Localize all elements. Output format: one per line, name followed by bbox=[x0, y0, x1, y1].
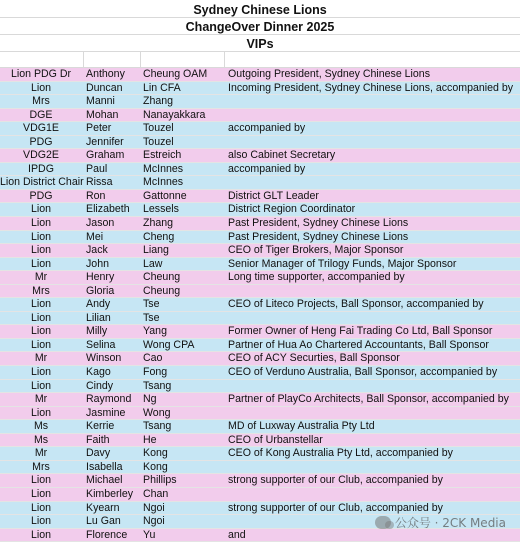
cell-title: Lion bbox=[30, 217, 52, 230]
table-row bbox=[0, 109, 520, 123]
table-row bbox=[0, 434, 520, 448]
cell-last-name: Tsang bbox=[143, 420, 172, 433]
cell-last-name: Lin CFA bbox=[143, 81, 181, 94]
column-divider bbox=[140, 51, 141, 68]
cell-first-name: Jack bbox=[86, 244, 108, 257]
cell-first-name: Jennifer bbox=[86, 135, 124, 148]
cell-note: strong supporter of our Club, accompanied by bbox=[228, 501, 443, 514]
cell-last-name: Cheung bbox=[143, 284, 181, 297]
table-row bbox=[0, 231, 520, 245]
table-row bbox=[0, 352, 520, 366]
table-row bbox=[0, 393, 520, 407]
table-row bbox=[0, 163, 520, 177]
table-row bbox=[0, 82, 520, 96]
cell-last-name: Cheng bbox=[143, 230, 175, 243]
cell-note: CEO of Urbanstellar bbox=[228, 433, 323, 446]
cell-first-name: Michael bbox=[86, 474, 123, 487]
cell-last-name: Ng bbox=[143, 393, 157, 406]
cell-first-name: Kago bbox=[86, 366, 111, 379]
grid-line bbox=[0, 51, 520, 52]
cell-title: Mr bbox=[34, 393, 48, 406]
cell-last-name: Wong CPA bbox=[143, 338, 195, 351]
cell-first-name: Jason bbox=[86, 217, 115, 230]
cell-note: Senior Manager of Trilogy Funds, Major Sponsor bbox=[228, 257, 457, 270]
table-row bbox=[0, 407, 520, 421]
table-row bbox=[0, 312, 520, 326]
cell-first-name: Winson bbox=[86, 352, 122, 365]
cell-first-name: Selina bbox=[86, 338, 116, 351]
cell-title: Mrs bbox=[32, 95, 50, 108]
cell-note: District Region Coordinator bbox=[228, 203, 356, 216]
cell-last-name: McInnes bbox=[143, 176, 184, 189]
cell-title: Lion bbox=[30, 379, 52, 392]
cell-first-name: Jasmine bbox=[86, 406, 126, 419]
cell-note: CEO of Kong Australia Pty Ltd, accompanied by bbox=[228, 447, 453, 460]
cell-first-name: John bbox=[86, 257, 109, 270]
table-row bbox=[0, 285, 520, 299]
cell-note: CEO of Liteco Projects, Ball Sponsor, accompanied by bbox=[228, 298, 484, 311]
cell-title: Lion bbox=[30, 366, 52, 379]
cell-first-name: Duncan bbox=[86, 81, 123, 94]
cell-first-name: Mohan bbox=[86, 108, 119, 121]
cell-last-name: He bbox=[143, 433, 157, 446]
cell-note: accompanied by bbox=[228, 162, 306, 175]
table-row bbox=[0, 271, 520, 285]
cell-title: Lion bbox=[30, 406, 52, 419]
cell-first-name: Anthony bbox=[86, 68, 125, 80]
cell-title: Lion bbox=[30, 298, 52, 311]
vip-table bbox=[0, 68, 520, 542]
cell-first-name: Isabella bbox=[86, 460, 123, 473]
cell-title: Lion bbox=[30, 203, 52, 216]
cell-last-name: Touzel bbox=[143, 135, 174, 148]
cell-first-name: Lilian bbox=[86, 311, 111, 324]
cell-first-name: Florence bbox=[86, 528, 128, 541]
watermark-text: 公众号 · 2CK Media bbox=[394, 516, 506, 530]
cell-title: Lion bbox=[30, 244, 52, 257]
cell-last-name: Chan bbox=[143, 487, 169, 500]
cell-note: Incoming President, Sydney Chinese Lions, accompanied by bbox=[228, 81, 514, 94]
cell-note: District GLT Leader bbox=[228, 189, 319, 202]
table-row bbox=[0, 461, 520, 475]
cell-title: Lion bbox=[30, 474, 52, 487]
cell-title: Mr bbox=[34, 271, 48, 284]
table-row bbox=[0, 203, 520, 217]
wechat-icon bbox=[375, 516, 391, 529]
cell-first-name: Lu Gan bbox=[86, 515, 121, 528]
table-row bbox=[0, 244, 520, 258]
table-row bbox=[0, 149, 520, 163]
column-divider bbox=[83, 51, 84, 68]
cell-first-name: Gloria bbox=[86, 284, 115, 297]
cell-first-name: Kyearn bbox=[86, 501, 120, 514]
table-row bbox=[0, 447, 520, 461]
cell-title: Lion PDG Dr bbox=[10, 68, 72, 80]
cell-last-name: Kong bbox=[143, 447, 168, 460]
cell-title: Mr bbox=[34, 447, 48, 460]
column-divider bbox=[224, 51, 225, 68]
cell-first-name: Graham bbox=[86, 149, 125, 162]
cell-last-name: Cao bbox=[143, 352, 163, 365]
cell-title: Lion bbox=[30, 515, 52, 528]
cell-note: Partner of Hua Ao Chartered Accountants, Ball Sponsor bbox=[228, 338, 489, 351]
cell-title: PDG bbox=[29, 135, 53, 148]
cell-last-name: Gattonne bbox=[143, 189, 187, 202]
cell-first-name: Elizabeth bbox=[86, 203, 130, 216]
cell-last-name: Law bbox=[143, 257, 163, 270]
cell-title: PDG bbox=[29, 189, 53, 202]
table-row bbox=[0, 217, 520, 231]
cell-title: VDG2E bbox=[23, 149, 59, 162]
cell-title: Lion bbox=[30, 501, 52, 514]
cell-note: Past President, Sydney Chinese Lions bbox=[228, 217, 409, 230]
header-line-3: VIPs bbox=[246, 37, 274, 51]
cell-last-name: McInnes bbox=[143, 162, 184, 175]
header-line-1: Sydney Chinese Lions bbox=[193, 3, 327, 17]
cell-note: Partner of PlayCo Architects, Ball Sponsor, accompanied by bbox=[228, 393, 509, 406]
cell-title: Ms bbox=[33, 420, 49, 433]
cell-note: Long time supporter, accompanied by bbox=[228, 271, 405, 284]
cell-first-name: Cindy bbox=[86, 379, 114, 392]
cell-title: Mr bbox=[34, 352, 48, 365]
cell-first-name: Davy bbox=[86, 447, 111, 460]
cell-last-name: Zhang bbox=[143, 95, 174, 108]
cell-note: accompanied by bbox=[228, 122, 306, 135]
cell-first-name: Rissa bbox=[86, 176, 113, 189]
cell-last-name: Touzel bbox=[143, 122, 174, 135]
cell-first-name: Milly bbox=[86, 325, 108, 338]
cell-last-name: Yu bbox=[143, 528, 156, 541]
cell-title: Lion bbox=[30, 487, 52, 500]
grid-line bbox=[0, 17, 520, 18]
cell-title: VDG1E bbox=[23, 122, 59, 135]
cell-note: strong supporter of our Club, accompanied by bbox=[228, 474, 443, 487]
cell-first-name: Manni bbox=[86, 95, 115, 108]
cell-note: Past President, Sydney Chinese Lions bbox=[228, 230, 409, 243]
cell-note: Former Owner of Heng Fai Trading Co Ltd, Ball Sponsor bbox=[228, 325, 493, 338]
cell-last-name: Liang bbox=[143, 244, 169, 257]
cell-last-name: Wong bbox=[143, 406, 171, 419]
table-row bbox=[0, 339, 520, 353]
watermark bbox=[375, 514, 506, 531]
table-row bbox=[0, 325, 520, 339]
table-row bbox=[0, 502, 520, 516]
cell-last-name: Cheung OAM bbox=[143, 68, 208, 80]
header-line-2: ChangeOver Dinner 2025 bbox=[185, 20, 335, 34]
cell-note: also Cabinet Secretary bbox=[228, 149, 336, 162]
table-row bbox=[0, 380, 520, 394]
cell-title: DGE bbox=[29, 108, 53, 121]
cell-title: Lion bbox=[30, 528, 52, 541]
cell-last-name: Zhang bbox=[143, 217, 174, 230]
cell-title: Lion bbox=[30, 311, 52, 324]
cell-first-name: Faith bbox=[86, 433, 110, 446]
cell-title: IPDG bbox=[28, 162, 54, 175]
cell-note: CEO of Verduno Australia, Ball Sponsor, accompanied by bbox=[228, 366, 498, 379]
cell-title: Ms bbox=[33, 433, 49, 446]
cell-title: Lion bbox=[30, 338, 52, 351]
cell-note: and bbox=[228, 528, 246, 541]
cell-last-name: Phillips bbox=[143, 474, 177, 487]
cell-note: Outgoing President, Sydney Chinese Lions bbox=[228, 68, 430, 80]
cell-first-name: Kimberley bbox=[86, 487, 134, 500]
cell-last-name: Lessels bbox=[143, 203, 179, 216]
table-row bbox=[0, 122, 520, 136]
cell-last-name: Kong bbox=[143, 460, 168, 473]
cell-last-name: Tse bbox=[143, 311, 160, 324]
cell-note: CEO of ACY Securties, Ball Sponsor bbox=[228, 352, 400, 365]
cell-last-name: Nanayakkara bbox=[143, 108, 206, 121]
cell-title: Mrs bbox=[32, 460, 50, 473]
cell-last-name: Ngoi bbox=[143, 501, 165, 514]
cell-note: MD of Luxway Australia Pty Ltd bbox=[228, 420, 375, 433]
cell-last-name: Tsang bbox=[143, 379, 172, 392]
cell-title: Lion District Chair bbox=[0, 176, 84, 189]
cell-title: Mrs bbox=[32, 284, 50, 297]
grid-line bbox=[0, 34, 520, 35]
cell-note: CEO of Tiger Brokers, Major Sponsor bbox=[228, 244, 404, 257]
table-row bbox=[0, 298, 520, 312]
table-row bbox=[0, 474, 520, 488]
cell-last-name: Tse bbox=[143, 298, 160, 311]
table-row bbox=[0, 136, 520, 150]
table-row bbox=[0, 176, 520, 190]
cell-first-name: Paul bbox=[86, 162, 108, 175]
table-row bbox=[0, 258, 520, 272]
cell-last-name: Ngoi bbox=[143, 515, 165, 528]
cell-last-name: Estreich bbox=[143, 149, 182, 162]
cell-first-name: Henry bbox=[86, 271, 115, 284]
cell-last-name: Fong bbox=[143, 366, 168, 379]
cell-title: Lion bbox=[30, 81, 52, 94]
cell-first-name: Raymond bbox=[86, 393, 132, 406]
cell-first-name: Mei bbox=[86, 230, 104, 243]
table-row bbox=[0, 488, 520, 502]
cell-first-name: Ron bbox=[86, 189, 106, 202]
table-row bbox=[0, 366, 520, 380]
cell-title: Lion bbox=[30, 257, 52, 270]
cell-first-name: Peter bbox=[86, 122, 112, 135]
table-row bbox=[0, 420, 520, 434]
table-row bbox=[0, 68, 520, 82]
table-row bbox=[0, 190, 520, 204]
cell-last-name: Yang bbox=[143, 325, 167, 338]
cell-title: Lion bbox=[30, 325, 52, 338]
cell-title: Lion bbox=[30, 230, 52, 243]
cell-last-name: Cheung bbox=[143, 271, 181, 284]
cell-first-name: Andy bbox=[86, 298, 111, 311]
cell-first-name: Kerrie bbox=[86, 420, 115, 433]
table-row bbox=[0, 95, 520, 109]
